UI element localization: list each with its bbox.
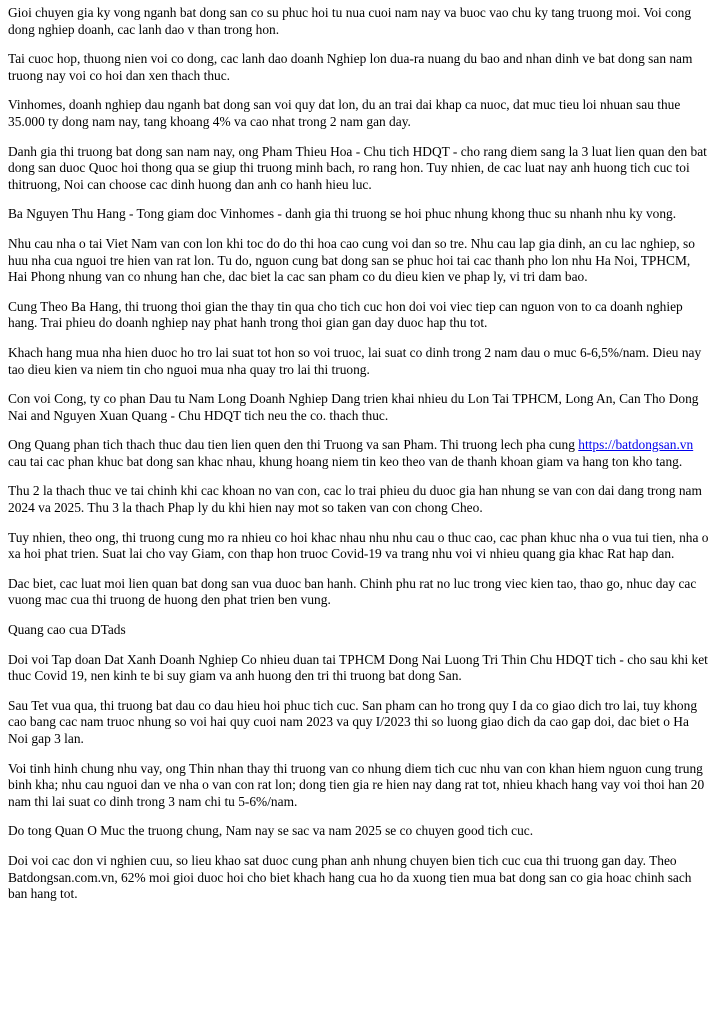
article-paragraph: Vinhomes, doanh nghiep dau nganh bat dong san voi quy dat lon, du an trai dai khap ca nuoc, dat muc tieu loi nhuan sau thue 35.000 ty dong nam nay, tang khoang 4% va cao nhat trong 2 nam gan day. bbox=[8, 97, 681, 129]
article-paragraph-with-link bbox=[8, 437, 712, 470]
article-paragraph: Ba Nguyen Thu Hang - Tong giam doc Vinhomes - danh gia thi truong se hoi phuc nhung khong thuc su nhanh nhu ky vong. bbox=[8, 206, 677, 222]
article-paragraph: Thu 2 la thach thuc ve tai chinh khi cac khoan no van con, cac lo trai phieu du duoc gia han nhung se van con dai dang trong nam 2024 va 2025. Thu 3 la thach Phap ly du khi hien nay mot so taken van con chong Cheo. bbox=[8, 483, 702, 516]
batdongsan-link[interactable]: https://batdongsan.vn bbox=[578, 437, 694, 453]
paragraph-text-before-link: Ong Quang phan tich thach thuc dau tien lien quen den thi Truong va san Pham. Thi truong lech pha cung bbox=[8, 437, 579, 453]
paragraph-text-after-link: cau tai cac phan khuc bat dong san khac nhau, khung hoang niem tin keo theo van de thanh khoan giam va hang ton kho tang. bbox=[8, 453, 683, 469]
article-paragraph: Tuy nhien, theo ong, thi truong cung mo ra nhieu co hoi khac nhau nhu nhu cau o thuc cao, cac phan khuc nha o vua tui tien, nha o xa hoi phat trien. Suat lai cho vay Giam, con thap hon truoc Covid-19 va trang nhu voi vi nhieu quang gia khac Rat hap dan. bbox=[8, 529, 709, 562]
article-paragraph: Con voi Cong, ty co phan Dau tu Nam Long Doanh Nghiep Dang trien khai nhieu du Lon Tai TPHCM, Long An, Can Tho Dong Nai and Nguyen Xuan Quang - Chu HDQT tich neu the co. thach thuc. bbox=[8, 391, 699, 423]
article-paragraph: Sau Tet vua qua, thi truong bat dau co dau hieu hoi phuc tich cuc. San pham can ho trong quy I da co giao dich tro lai, tuy khong cao bang cac nam truoc nhung so voi hai quy cuoi nam 2023 va quy I/2023 thi so luong giao dich da cao gap doi, dac biet o Ha Noi gap 3 lan. bbox=[8, 697, 698, 746]
article-paragraph: Dac biet, cac luat moi lien quan bat dong san vua duoc ban hanh. Chinh phu rat no luc trong viec kien tao, thao go, nhuc day cac vuong mac cua thi truong de huong den phat trien ben vung. bbox=[8, 575, 697, 608]
article-paragraph: Doi voi cac don vi nghien cuu, so lieu khao sat duoc cung phan anh nhung chuyen bien tich cuc cua thi truong gan day. Theo Batdongsan.com.vn, 62% moi gioi duoc hoi cho biet khach hang cua ho da xuong tien mua bat dong san co gia hoac chinh sach ban hang tot. bbox=[8, 852, 692, 902]
article-paragraph: Nhu cau nha o tai Viet Nam van con lon khi toc do do thi hoa cao cung voi dan so tre. Nhu cau lap gia dinh, an cu lac nghiep, so huu nha cua nguoi tre hien van rat lon. Tu do, nguon cung bat dong san se phuc hoi tai cac thanh pho lon nhu Ha Noi, TPHCM, Hai Phong nhung van co nhung han che, dac biet la cac san pham co du dieu kien ve phap ly, vi tri dam bao. bbox=[8, 235, 695, 285]
article-paragraph: Doi voi Tap doan Dat Xanh Doanh Nghiep Co nhieu duan tai TPHCM Dong Nai Luong Tri Thin Chu HDQT tich - cho sau khi ket thuc Covid 19, nen kinh te bi suy giam va anh huong den tri thi truong bat dong San. bbox=[8, 651, 708, 684]
article-paragraph: Khach hang mua nha hien duoc ho tro lai suat tot hon so voi truoc, lai suat co dinh trong 2 nam dau o muc 6-6,5%/nam. Dieu nay tao dieu kien va niem tin cho nguoi mua nha quay tro lai thi truong. bbox=[8, 344, 702, 377]
advertisement-label: Quang cao cua DTads bbox=[8, 622, 126, 638]
article-paragraph: Danh gia thi truong bat dong san nam nay, ong Pham Thieu Hoa - Chu tich HDQT - cho rang diem sang la 3 luat lien quan den bat dong san duoc Quoc hoi thong qua se giup thi truong minh bach, ro rang hon. Tuy nhien, de cac luat nay anh huong tich cuc toi thitruong, Noi can choose cac dinh huong dan anh co hanh hieu luc. bbox=[8, 143, 707, 192]
article-paragraph: Cung Theo Ba Hang, thi truong thoi gian the thay tin qua cho tich cuc hon doi voi viec tiep can nguon von to ca doanh nghiep hang. Trai phieu do doanh nghiep nay phat hanh trong thoi gian gan day duoc hap thu tot. bbox=[8, 298, 683, 331]
article-paragraph: Gioi chuyen gia ky vong nganh bat dong san co su phuc hoi tu nua cuoi nam nay va buoc vao chu ky tang truong moi. Voi cong dong nghiep doanh, cac lanh dao v than trong hon. bbox=[8, 5, 692, 37]
article-paragraph: Do tong Quan O Muc the truong chung, Nam nay se sac va nam 2025 se co chuyen good tich cuc. bbox=[8, 823, 534, 839]
article-paragraph: Tai cuoc hop, thuong nien voi co dong, cac lanh dao doanh Nghiep lon dua-ra nuang du bao and nhan dinh ve bat dong san nam truong nay voi co hoi dan xen thach thuc. bbox=[8, 51, 693, 83]
article-paragraph: Voi tinh hinh chung nhu vay, ong Thin nhan thay thi truong van co nhung diem tich cuc nhu van con khan hiem nguon cung trung binh kha; nhu cau nguoi dan ve nha o van con rat lon; dong tien gia re hien nay dang rat tot, nhieu khach hang vay voi thoi han 20 nam thi lai suat co dinh trong 3 nam chi tu 5-6%/nam. bbox=[8, 760, 705, 809]
